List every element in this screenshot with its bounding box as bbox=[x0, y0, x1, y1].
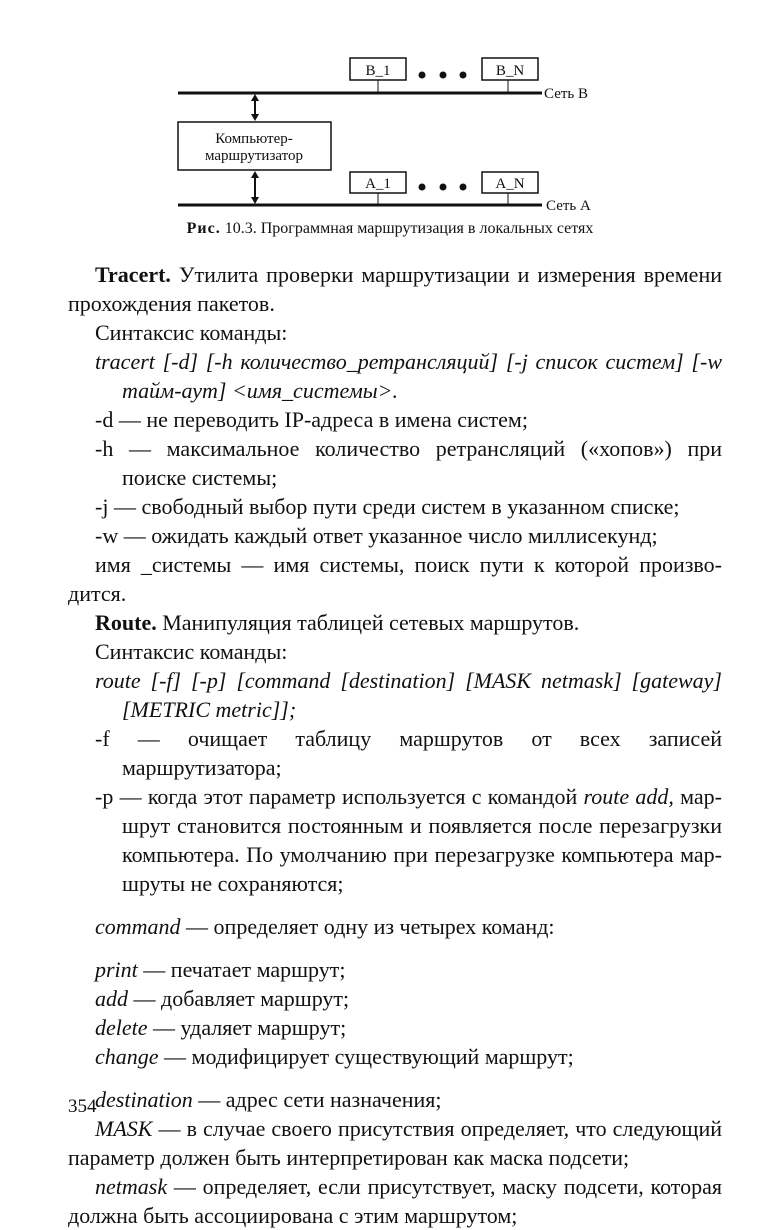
paragraph bbox=[68, 405, 722, 434]
paragraph bbox=[68, 318, 722, 347]
network-routing-diagram bbox=[0, 0, 780, 220]
text-run: — определяет одну из четырех команд: bbox=[180, 914, 555, 939]
text-run: -h — максимальное количество ретрансляций («хопов») при поиске системы; bbox=[95, 436, 722, 490]
paragraph bbox=[68, 1172, 722, 1230]
router-label-line2: маршрутизатор bbox=[204, 148, 304, 164]
bold-term: Route. bbox=[95, 610, 157, 635]
text-run: -w — ожидать каждый ответ указанное число миллисекунд; bbox=[95, 523, 658, 548]
text-run: Синтаксис команды: bbox=[95, 320, 288, 345]
paragraph bbox=[68, 434, 722, 492]
italic-term: netmask bbox=[95, 1174, 168, 1199]
paragraph bbox=[68, 912, 722, 941]
router-label-line1: Компьютер- bbox=[215, 131, 293, 147]
page-number: 354 bbox=[68, 1096, 97, 1117]
italic-term: command bbox=[95, 914, 181, 939]
paragraph bbox=[68, 608, 722, 637]
network-b-label: Сеть B bbox=[544, 86, 588, 102]
text-run: — в случае своего присутствия определяет, что следующий параметр должен быть интерпретирован как маска подсети; bbox=[68, 1116, 722, 1170]
paragraph bbox=[68, 984, 722, 1013]
body-text bbox=[68, 260, 722, 1230]
caption-text: 10.3. Программная маршрутизация в локальных сетях bbox=[220, 220, 594, 237]
network-a-label: Сеть A bbox=[546, 198, 591, 214]
host-an-label: A_N bbox=[495, 176, 525, 192]
italic-term: change bbox=[95, 1044, 159, 1069]
text-run: — удаляет маршрут; bbox=[147, 1015, 347, 1040]
text-run: -p — когда этот параметр используется с командой bbox=[95, 784, 584, 809]
paragraph bbox=[68, 1042, 722, 1071]
host-b1-label: B_1 bbox=[365, 63, 391, 79]
italic-term: print bbox=[95, 957, 138, 982]
text-run: маршрут становится постоянным и появляется после перезагрузки компьютера. По умолчанию при перезагрузке компьютера маршруты не сохраняются; bbox=[122, 784, 722, 896]
figure-caption bbox=[0, 220, 780, 238]
italic-term: tracert [-d] [-h количество_ретрансляций] [-j список систем] [-w тайм-аут] <имя_системы>. bbox=[95, 349, 722, 403]
text-run: — адрес сети назначения; bbox=[192, 1087, 442, 1112]
text-run: Манипуляция таблицей сетевых маршрутов. bbox=[156, 610, 580, 635]
paragraph bbox=[68, 260, 722, 318]
paragraph bbox=[68, 1013, 722, 1042]
paragraph bbox=[68, 637, 722, 666]
paragraph bbox=[68, 550, 722, 608]
paragraph bbox=[68, 724, 722, 782]
caption-prefix: Рис. bbox=[186, 220, 221, 237]
bold-term: Tracert. bbox=[95, 262, 171, 287]
paragraph bbox=[68, 1085, 722, 1114]
text-run: -j — свободный выбор пути среди систем в указанном списке; bbox=[95, 494, 680, 519]
paragraph bbox=[68, 666, 722, 724]
paragraph bbox=[68, 1114, 722, 1172]
italic-term: route add, bbox=[583, 784, 674, 809]
italic-term: destination bbox=[95, 1087, 193, 1112]
italic-term: delete bbox=[95, 1015, 148, 1040]
text-run: — определяет, если присутствует, маску подсети, которая должна быть ассоциирована с этим маршрутом; bbox=[68, 1174, 722, 1228]
paragraph bbox=[68, 347, 722, 405]
text-run: -f — очищает таблицу маршрутов от всех записей маршрутизатора; bbox=[95, 726, 722, 780]
text-run: — добавляет маршрут; bbox=[128, 986, 350, 1011]
text-run: Утилита проверки маршрутизации и измерения времени прохождения пакетов. bbox=[68, 262, 722, 316]
text-run: Синтаксис команды: bbox=[95, 639, 288, 664]
text-run: имя _системы — имя системы, поиск пути к которой производится. bbox=[68, 552, 722, 606]
paragraph bbox=[68, 782, 722, 898]
text-run: -d — не переводить IP-адреса в имена систем; bbox=[95, 407, 528, 432]
italic-term: route [-f] [-p] [command [destination] [MASK netmask] [gateway] [METRIC metric]]; bbox=[95, 668, 722, 722]
host-a1-label: A_1 bbox=[365, 176, 391, 192]
paragraph bbox=[68, 492, 722, 521]
text-run: — печатает маршрут; bbox=[137, 957, 346, 982]
paragraph bbox=[68, 521, 722, 550]
host-bn-label: B_N bbox=[495, 63, 525, 79]
paragraph bbox=[68, 955, 722, 984]
text-run: — модифицирует существующий маршрут; bbox=[158, 1044, 574, 1069]
italic-term: MASK bbox=[95, 1116, 153, 1141]
italic-term: add bbox=[95, 986, 128, 1011]
